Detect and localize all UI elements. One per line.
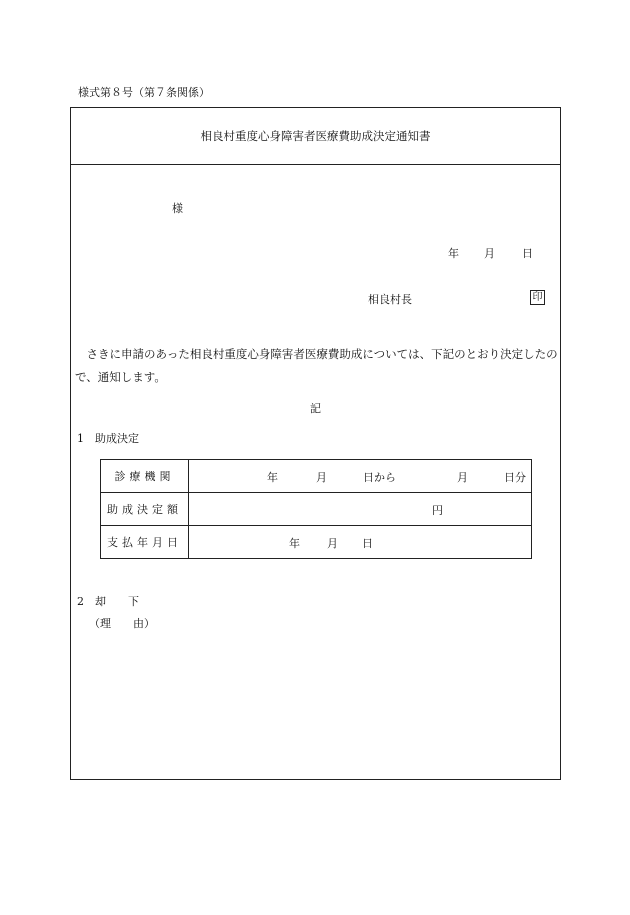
period-to-day-label: 日分 — [504, 471, 526, 484]
decided-amount-label: 助成決定額 — [101, 493, 189, 526]
issuer-name: 相良村長 — [368, 293, 412, 306]
table-row — [101, 526, 532, 559]
decision-details-table — [100, 459, 532, 559]
ki-heading: 記 — [310, 402, 321, 415]
period-from-day-label: 日から — [363, 471, 396, 484]
date-day-label: 日 — [522, 247, 533, 260]
notice-body-text: さきに申請のあった相良村重度心身障害者医療費助成については、下記のとおり決定したので、通知します。 — [75, 347, 558, 384]
section2-heading: 2 却 下 — [77, 595, 139, 608]
title-divider — [71, 164, 560, 165]
notice-form-box — [70, 107, 561, 780]
payment-date-value — [189, 526, 532, 559]
form-number-label: 様式第８号（第７条関係） — [78, 86, 210, 99]
date-year-label: 年 — [448, 247, 459, 260]
payment-date-label: 支払年月日 — [101, 526, 189, 559]
table-row — [101, 493, 532, 526]
yen-label: 円 — [432, 504, 443, 517]
seal-mark: 印 — [530, 290, 545, 305]
rejection-reason-label: （理 由） — [89, 617, 155, 630]
medical-period-value — [189, 460, 532, 493]
date-month-label: 月 — [484, 247, 495, 260]
payment-day-label: 日 — [362, 537, 373, 550]
section1-heading: 1 助成決定 — [77, 432, 139, 445]
payment-year-label: 年 — [289, 537, 300, 550]
table-row — [101, 460, 532, 493]
document-title: 相良村重度心身障害者医療費助成決定通知書 — [200, 129, 431, 143]
addressee-suffix: 様 — [172, 202, 183, 215]
medical-period-label: 診療機関 — [101, 460, 189, 493]
period-to-month-label: 月 — [457, 471, 468, 484]
period-month-label: 月 — [316, 471, 327, 484]
payment-month-label: 月 — [327, 537, 338, 550]
period-year-label: 年 — [267, 471, 278, 484]
decided-amount-value — [189, 493, 532, 526]
